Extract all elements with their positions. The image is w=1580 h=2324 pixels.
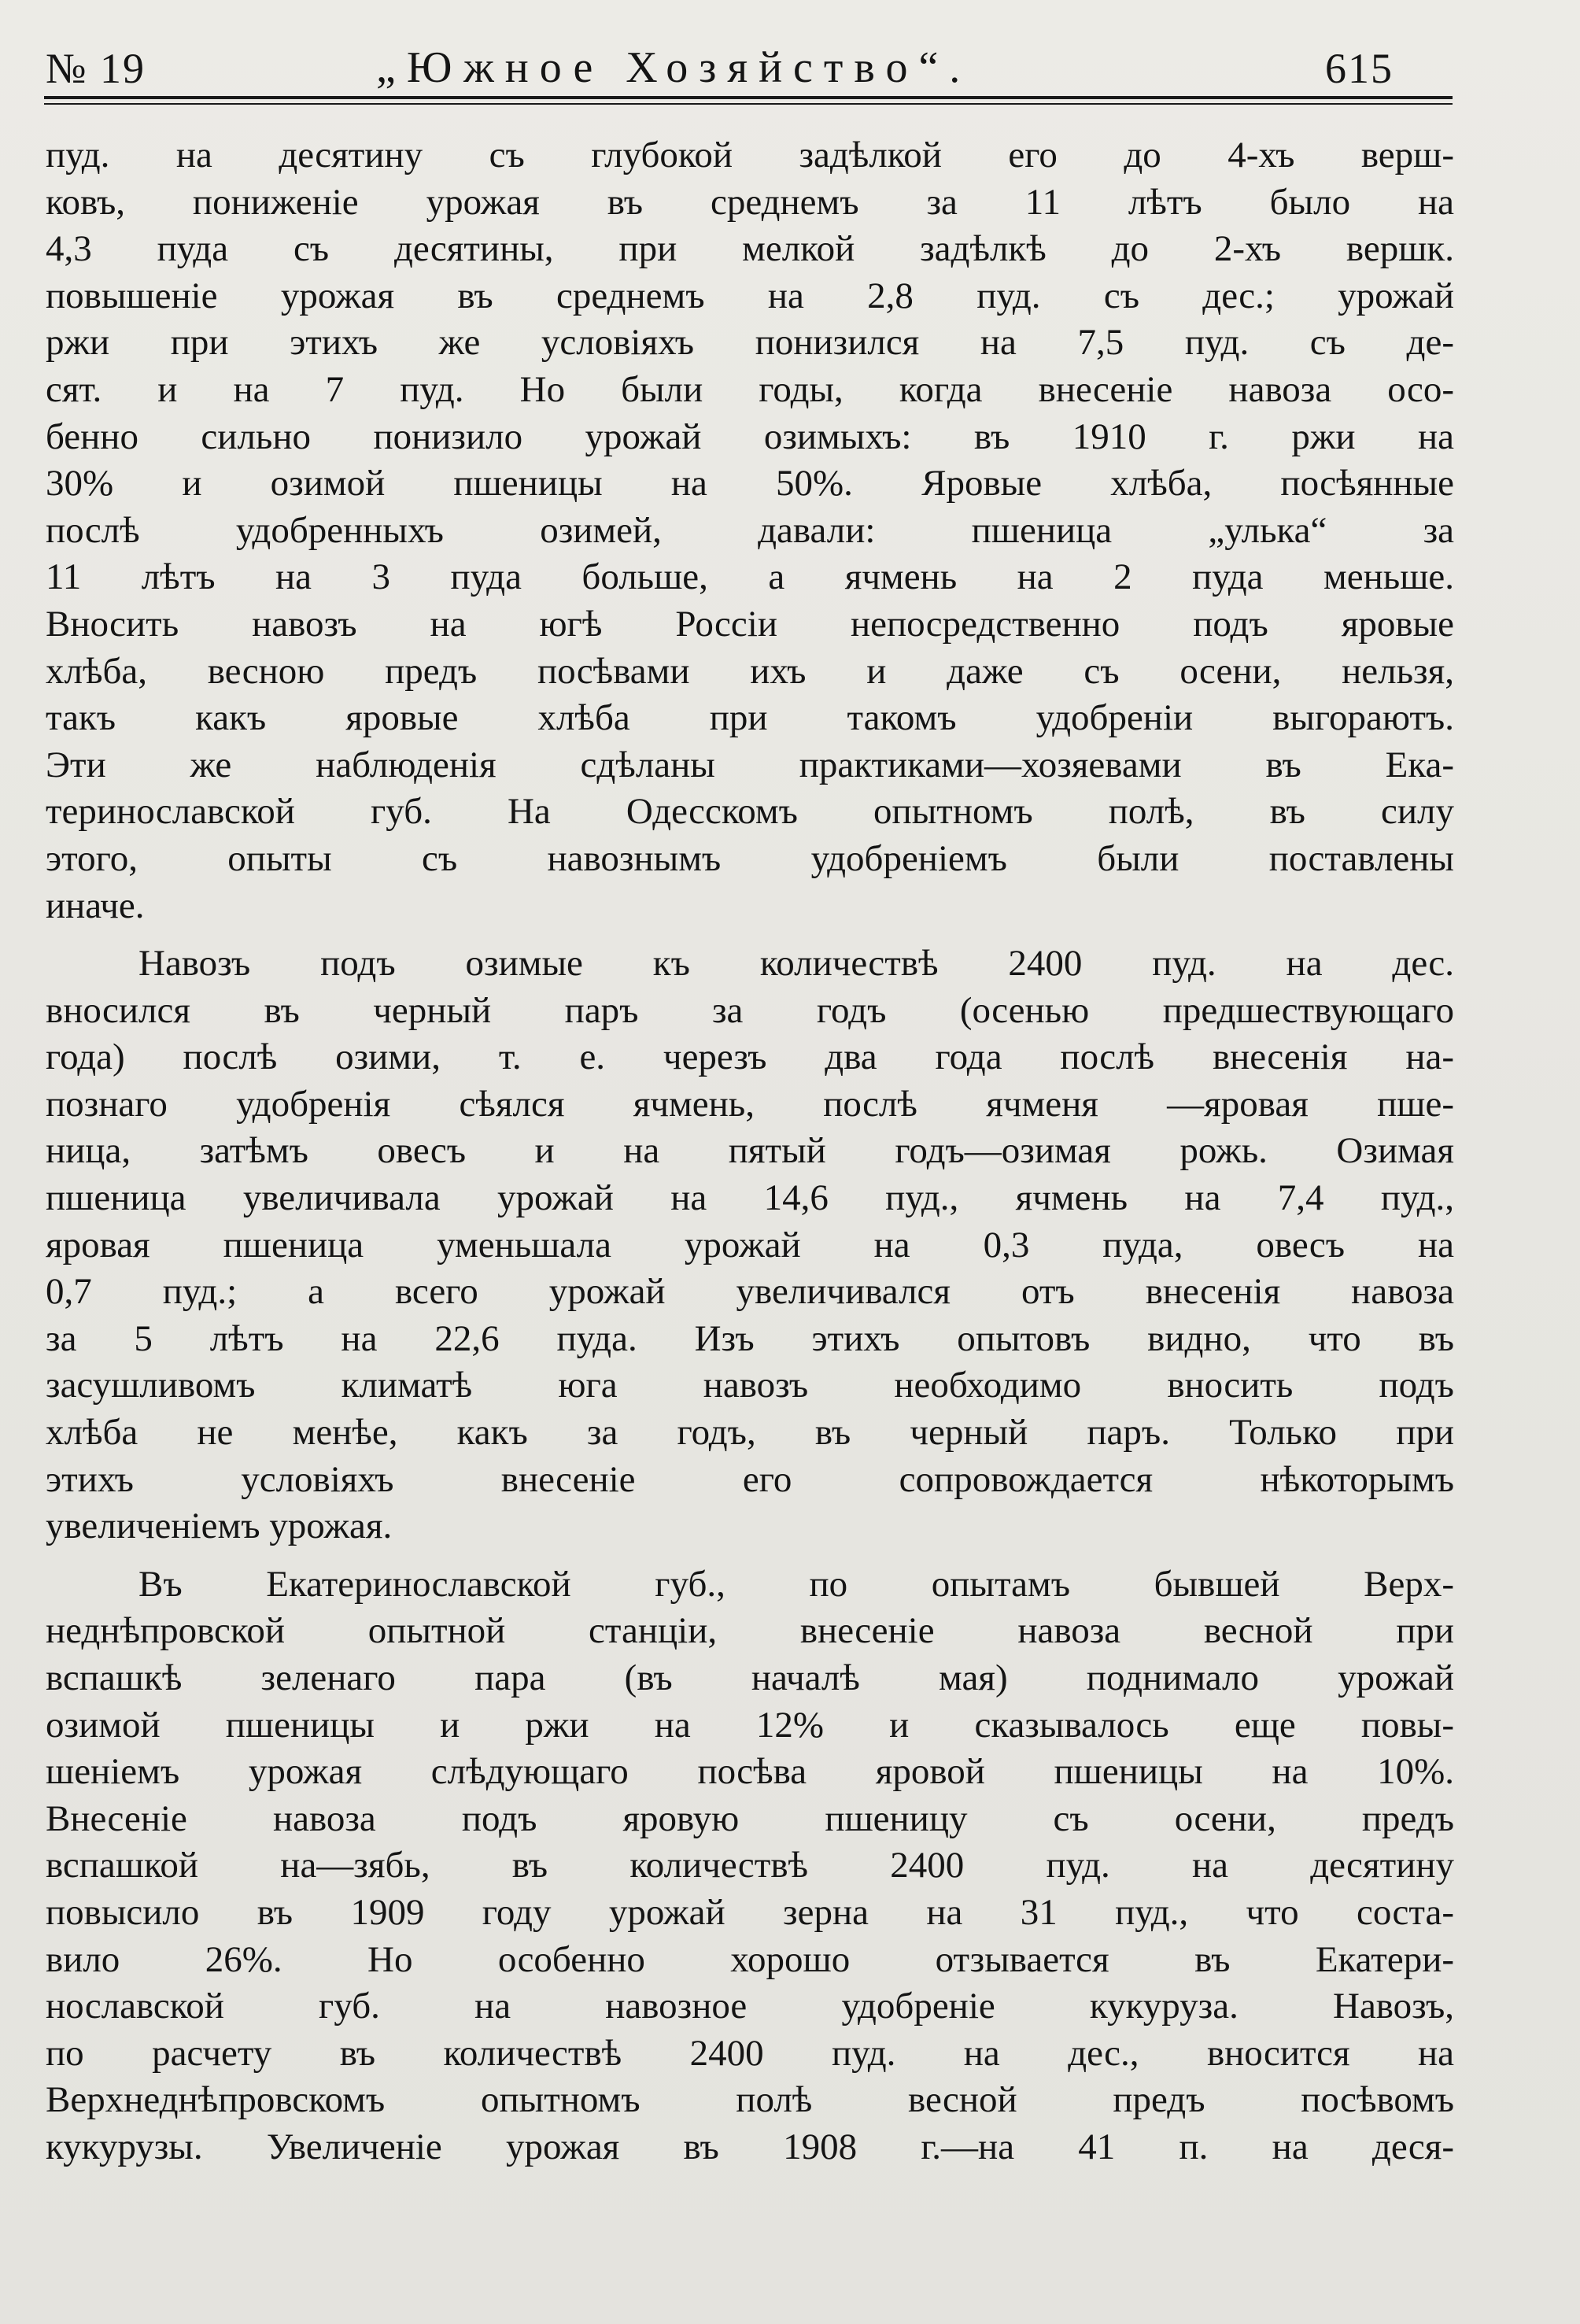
- text-line: Въ Екатеринославской губ., по опытамъ бывшей Верх-: [138, 1563, 1454, 1605]
- paragraph-1: [46, 132, 1454, 929]
- text-line: ковъ, пониженіе урожая въ среднемъ за 11 лѣтъ было на: [46, 181, 1454, 223]
- text-line: повышеніе урожая въ среднемъ на 2,8 пуд. съ дес.; урожай: [46, 275, 1454, 316]
- text-line: засушливомъ климатѣ юга навозъ необходимо вносить подъ: [46, 1365, 1454, 1406]
- text-line: вспашкой на—зябь, въ количествѣ 2400 пуд. на десятину: [46, 1845, 1454, 1886]
- text-line: познаго удобренія сѣялся ячмень, послѣ ячменя —яровая пше-: [46, 1083, 1454, 1125]
- header-rule-thin: [44, 103, 1453, 105]
- article-body: [46, 132, 1454, 2171]
- text-line: такъ какъ яровые хлѣба при такомъ удобреніи выгораютъ.: [46, 697, 1454, 739]
- text-line: послѣ удобренныхъ озимей, давали: пшеница „улька“ за: [46, 509, 1454, 551]
- text-line: по расчету въ количествѣ 2400 пуд. на дес., вносится на: [46, 2032, 1454, 2074]
- text-line: вило 26%. Но особенно хорошо отзывается въ Екатери-: [46, 1938, 1454, 1980]
- text-line: сят. и на 7 пуд. Но были годы, когда внесеніе навоза осо-: [46, 368, 1454, 410]
- page-number: 615: [1325, 45, 1394, 92]
- text-line: шеніемъ урожая слѣдующаго посѣва яровой пшеницы на 10%.: [46, 1751, 1454, 1793]
- text-line: вносился въ черный паръ за годъ (осенью предшествующаго: [46, 989, 1454, 1031]
- text-line: озимой пшеницы и ржи на 12% и сказывалось еще повы-: [46, 1704, 1454, 1746]
- paragraph-2: [46, 940, 1454, 1550]
- text-line: пшеница увеличивала урожай на 14,6 пуд., ячмень на 7,4 пуд.,: [46, 1177, 1454, 1219]
- header-rule-thick: [44, 96, 1453, 99]
- text-line: ница, затѣмъ овесъ и на пятый годъ—озимая рожь. Озимая: [46, 1130, 1454, 1172]
- text-line: неднѣпровской опытной станціи, внесеніе навоза весной при: [46, 1610, 1454, 1652]
- text-line: хлѣба не менѣе, какъ за годъ, въ черный паръ. Только при: [46, 1412, 1454, 1454]
- text-line: ржи при этихъ же условіяхъ понизился на 7,5 пуд. съ де-: [46, 322, 1454, 364]
- text-line: Навозъ подъ озимые къ количествѣ 2400 пуд. на дес.: [138, 943, 1454, 985]
- text-line: 0,7 пуд.; а всего урожай увеличивался отъ внесенія навоза: [46, 1271, 1454, 1313]
- text-line: Вносить навозъ на югѣ Россіи непосредственно подъ яровые: [46, 603, 1454, 645]
- text-line: Верхнеднѣпровскомъ опытномъ полѣ весной предъ посѣвомъ: [46, 2079, 1454, 2121]
- text-line: пуд. на десятину съ глубокой задѣлкой его до 4-хъ верш-: [46, 135, 1454, 176]
- text-line: 30% и озимой пшеницы на 50%. Яровые хлѣба, посѣянные: [46, 463, 1454, 504]
- text-line: хлѣба, весною предъ посѣвами ихъ и даже съ осени, нельзя,: [46, 650, 1454, 692]
- text-line: иначе.: [46, 885, 145, 926]
- text-line: этого, опыты съ навознымъ удобреніемъ были поставлены: [46, 837, 1454, 879]
- text-line: увеличеніемъ урожая.: [46, 1506, 393, 1547]
- text-line: повысило въ 1909 году урожай зерна на 31 пуд., что соста-: [46, 1891, 1454, 1933]
- text-line: яровая пшеница уменьшала урожай на 0,3 пуда, овесъ на: [46, 1224, 1454, 1265]
- text-line: года) послѣ озими, т. е. черезъ два года послѣ внесенія на-: [46, 1036, 1454, 1078]
- text-line: этихъ условіяхъ внесеніе его сопровождается нѣкоторымъ: [46, 1458, 1454, 1500]
- text-line: бенно сильно понизило урожай озимыхъ: въ 1910 г. ржи на: [46, 416, 1454, 457]
- text-line: 4,3 пуда съ десятины, при мелкой задѣлкѣ до 2-хъ вершк.: [46, 228, 1454, 270]
- text-line: теринославской губ. На Одесскомъ опытномъ полѣ, въ силу: [46, 791, 1454, 833]
- issue-number: № 19: [46, 45, 146, 92]
- text-line: Внесеніе навоза подъ яровую пшеницу съ осени, предъ: [46, 1797, 1454, 1839]
- paragraph-3: [46, 1561, 1454, 2171]
- text-line: Эти же наблюденія сдѣланы практиками—хозяевами въ Ека-: [46, 744, 1454, 785]
- text-line: вспашкѣ зеленаго пара (въ началѣ мая) поднимало урожай: [46, 1657, 1454, 1698]
- journal-title: „Южное Хозяйство“.: [376, 43, 972, 92]
- text-line: 11 лѣтъ на 3 пуда больше, а ячмень на 2 пуда меньше.: [46, 556, 1454, 598]
- text-line: кукурузы. Увеличеніе урожая въ 1908 г.—на 41 п. на деся-: [46, 2126, 1454, 2167]
- text-line: за 5 лѣтъ на 22,6 пуда. Изъ этихъ опытовъ видно, что въ: [46, 1317, 1454, 1359]
- text-line: нославской губ. на навозное удобреніе кукуруза. Навозъ,: [46, 1986, 1454, 2027]
